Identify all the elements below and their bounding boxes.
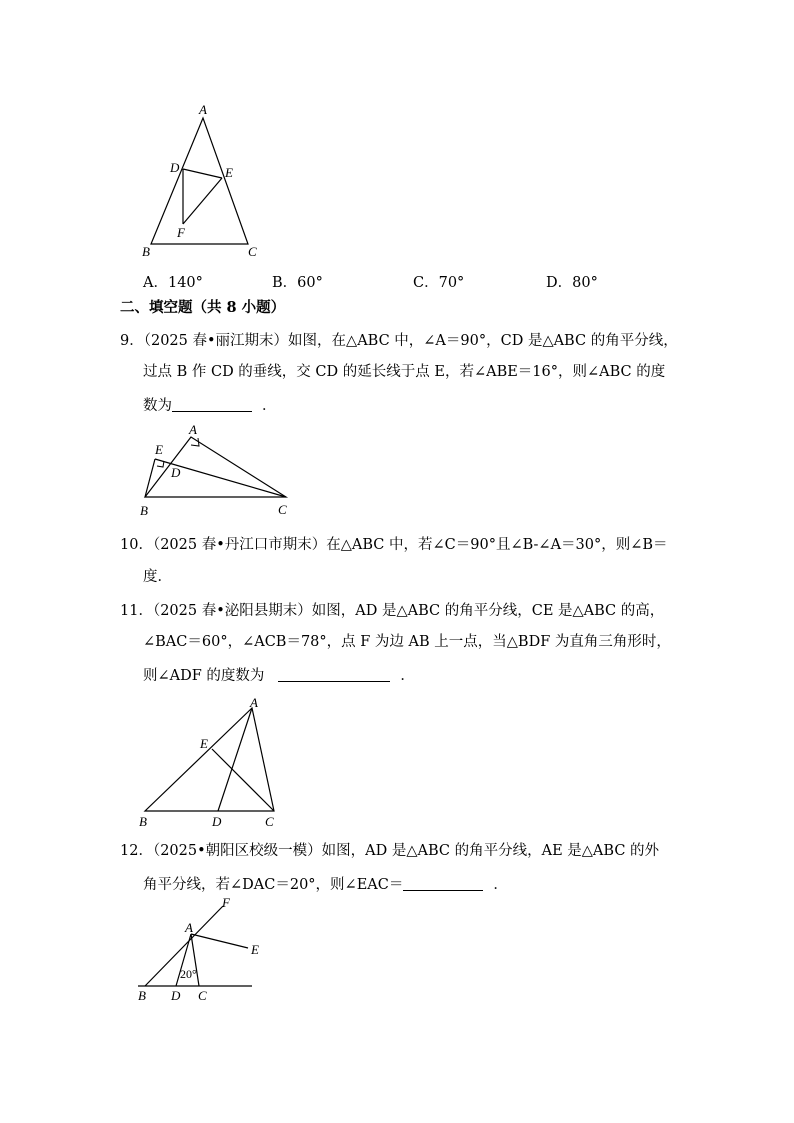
q10-line1: 10．（2025 春•丹江口市期末）在△ABC 中，若∠C＝90°且∠B-∠A＝30°，则∠B＝ bbox=[120, 537, 668, 553]
option-d: D．80° bbox=[546, 275, 598, 291]
label-a: A bbox=[199, 102, 207, 117]
label-e: E bbox=[251, 942, 259, 957]
label-b: B bbox=[139, 814, 147, 829]
label-d: D bbox=[171, 988, 181, 1003]
q12-line2: 角平分线，若∠DAC＝20°，则∠EAC＝ ． bbox=[143, 877, 508, 893]
option-b: B．60° bbox=[272, 275, 323, 291]
q11-line3: 则∠ADF 的度数为 ． bbox=[143, 668, 415, 684]
label-b: B bbox=[142, 244, 150, 259]
label-f: F bbox=[222, 895, 230, 910]
option-a: A．140° bbox=[143, 275, 203, 291]
label-a: A bbox=[185, 920, 193, 935]
label-c: C bbox=[278, 502, 287, 517]
label-c: C bbox=[265, 814, 274, 829]
q11-line2: ∠BAC＝60°，∠ACB＝78°，点 F 为边 AB 上一点，当△BDF 为直角三角形时， bbox=[143, 634, 671, 650]
label-e: E bbox=[200, 736, 208, 751]
q9-line1: 9．（2025 春•丽江期末）如图，在△ABC 中，∠A＝90°，CD 是△ABC 的角平分线， bbox=[120, 333, 678, 349]
label-c: C bbox=[198, 988, 207, 1003]
option-c: C．70° bbox=[413, 275, 465, 291]
q9-line2: 过点 B 作 CD 的垂线，交 CD 的延长线于点 E，若∠ABE＝16°，则∠ABC 的度 bbox=[143, 364, 666, 380]
label-a: A bbox=[250, 695, 258, 710]
label-d: D bbox=[171, 465, 181, 480]
q9-line3: 数为 ． bbox=[143, 398, 277, 414]
section-title: 二、填空题（共 8 小题） bbox=[120, 299, 286, 316]
label-d: D bbox=[212, 814, 222, 829]
q12-line1: 12．（2025•朝阳区校级一模）如图，AD 是△ABC 的角平分线，AE 是△ABC 的外 bbox=[120, 843, 660, 859]
angle-label: 20° bbox=[180, 967, 197, 981]
label-b: B bbox=[140, 503, 148, 518]
q11-line1: 11．（2025 春•泌阳县期末）如图，AD 是△ABC 的角平分线，CE 是△ABC 的高， bbox=[120, 603, 665, 619]
label-e: E bbox=[155, 442, 163, 457]
label-c: C bbox=[248, 244, 257, 259]
q10-line2: 度． bbox=[143, 569, 172, 585]
label-f: F bbox=[177, 225, 185, 240]
label-a: A bbox=[189, 422, 197, 437]
label-e: E bbox=[225, 165, 233, 180]
label-b: B bbox=[138, 988, 146, 1003]
label-d: D bbox=[170, 160, 180, 175]
